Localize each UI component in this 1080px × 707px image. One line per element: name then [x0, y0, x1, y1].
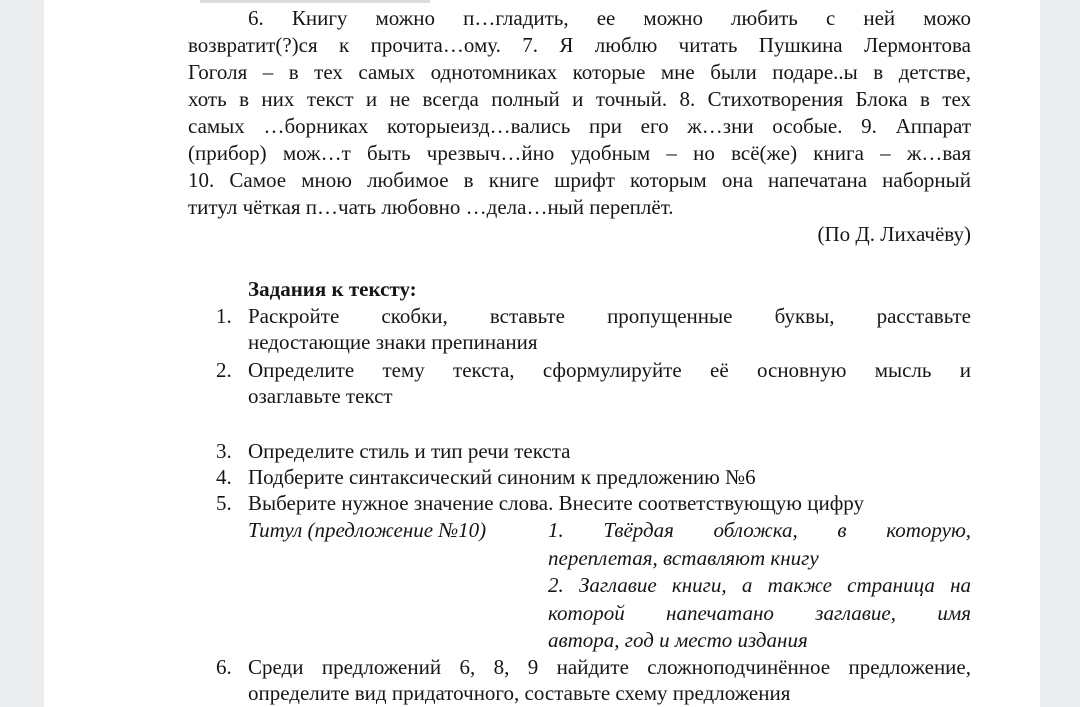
task-number: 6. [216, 655, 232, 679]
task-number: 4. [216, 465, 232, 489]
task-line: Подберите синтаксический синоним к предложению №6 [248, 465, 756, 489]
definition-line: переплетая, вставляют книгу [548, 546, 819, 570]
task-line: недостающие знаки препинания [248, 330, 538, 354]
cropped-previous-line [200, 0, 430, 3]
task-number: 3. [216, 439, 232, 463]
task-line: Выберите нужное значение слова. Внесите соответствующую цифру [248, 491, 865, 515]
task-line: Среди предложений 6, 8, 9 найдите сложноподчинённое предложение, [248, 655, 971, 679]
text-line: хоть в них текст и не всегда полный и точный. 8. Стихотворения Блока в тех [188, 87, 971, 111]
text-line: 10. Самое мною любимое в книге шрифт которым она напечатана наборный [188, 168, 971, 192]
task-number: 2. [216, 358, 232, 382]
definition-line: 1. Твёрдая обложка, в которую, [548, 518, 971, 542]
tasks-heading: Задания к тексту: [248, 277, 417, 301]
task-number: 1. [216, 304, 232, 328]
task-line: озаглавьте текст [248, 384, 393, 408]
task-line: определите вид придаточного, составьте схему предложения [248, 681, 791, 705]
task-number: 5. [216, 491, 232, 515]
definition-line: которой напечатано заглавие, имя [548, 601, 971, 625]
definition-line: 2. Заглавие книги, а также страница на [548, 573, 971, 597]
definition-line: автора, год и место издания [548, 628, 808, 652]
text-line: титул чёткая п…чать любовно …дела…ный переплёт. [188, 195, 674, 219]
text-line: (прибор) мож…т быть чрезвыч…йно удобным – но всё(же) книга – ж…вая [188, 141, 971, 165]
text-line: возвратит(?)ся к прочита…ому. 7. Я люблю читать Пушкина Лермонтова [188, 33, 971, 57]
task-line: Определите тему текста, сформулируйте её основную мысль и [248, 358, 971, 382]
word-label: Титул (предложение №10) [248, 518, 487, 542]
task-line: Определите стиль и тип речи текста [248, 439, 571, 463]
attribution: (По Д. Лихачёву) [817, 222, 971, 246]
text-line: самых …борниках которыеизд…вались при его ж…зни особые. 9. Аппарат [188, 114, 971, 138]
task-line: Раскройте скобки, вставьте пропущенные буквы, расставьте [248, 304, 971, 328]
text-line: 6. Книгу можно п…гладить, ее можно любить с ней можо [248, 6, 971, 30]
text-line: Гоголя – в тех самых однотомниках которые мне были подаре..ы в детстве, [188, 60, 971, 84]
